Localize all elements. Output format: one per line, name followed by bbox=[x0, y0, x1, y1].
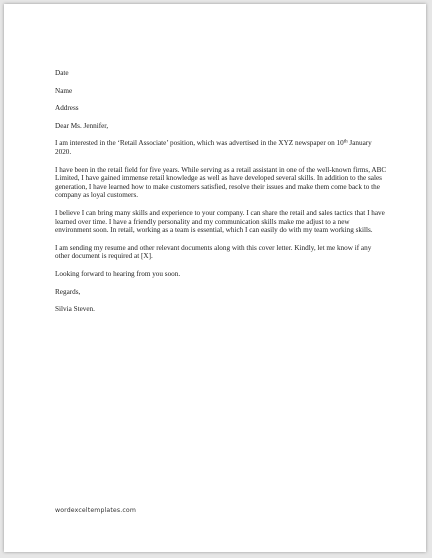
paragraph-intro-date-end: January 2020. bbox=[55, 139, 372, 156]
website-footer: wordexceltemplates.com bbox=[55, 507, 137, 514]
salutation: Dear Ms. Jennifer, bbox=[55, 121, 109, 130]
recipient-name-line: Name bbox=[55, 86, 73, 95]
address-line: Address bbox=[55, 104, 79, 113]
paragraph-skills: I believe I can bring many skills and experience to your company. I can share the retail and sales tactics that I have learned over time. I have a friendly personality and my communication skills make me adjust to a new environment soon. In retail, working as a team is essential, which I can easily do with my team working skills. bbox=[55, 208, 385, 235]
paragraph-intro-text: I am interested in the ‘Retail Associate’ position, which was advertised in the XYZ newspaper on 10 bbox=[55, 139, 344, 148]
paragraph-experience: I have been in the retail field for five years. While serving as a retail assistant in one of the well-known firms, ABC Limited, I have gained immense retail knowledge as well as have developed several skills. In addition to the sales generation, I have learned how to make customers satisfied, resolve their issues and make them come back to the company as loyal customers. bbox=[55, 165, 387, 200]
signature-name: Silvia Steven. bbox=[55, 305, 95, 314]
valediction: Regards, bbox=[55, 287, 81, 296]
document-page bbox=[4, 4, 426, 552]
closing-line: Looking forward to hearing from you soon. bbox=[55, 269, 181, 278]
date-line: Date bbox=[55, 69, 69, 77]
cover-letter-body bbox=[55, 69, 387, 323]
date-ordinal-superscript: th bbox=[343, 139, 348, 145]
paragraph-attachments: I am sending my resume and other relevant documents along with this cover letter. Kindly, let me know if any other document is required at [X]. bbox=[55, 243, 372, 261]
paragraph-intro bbox=[55, 139, 387, 156]
